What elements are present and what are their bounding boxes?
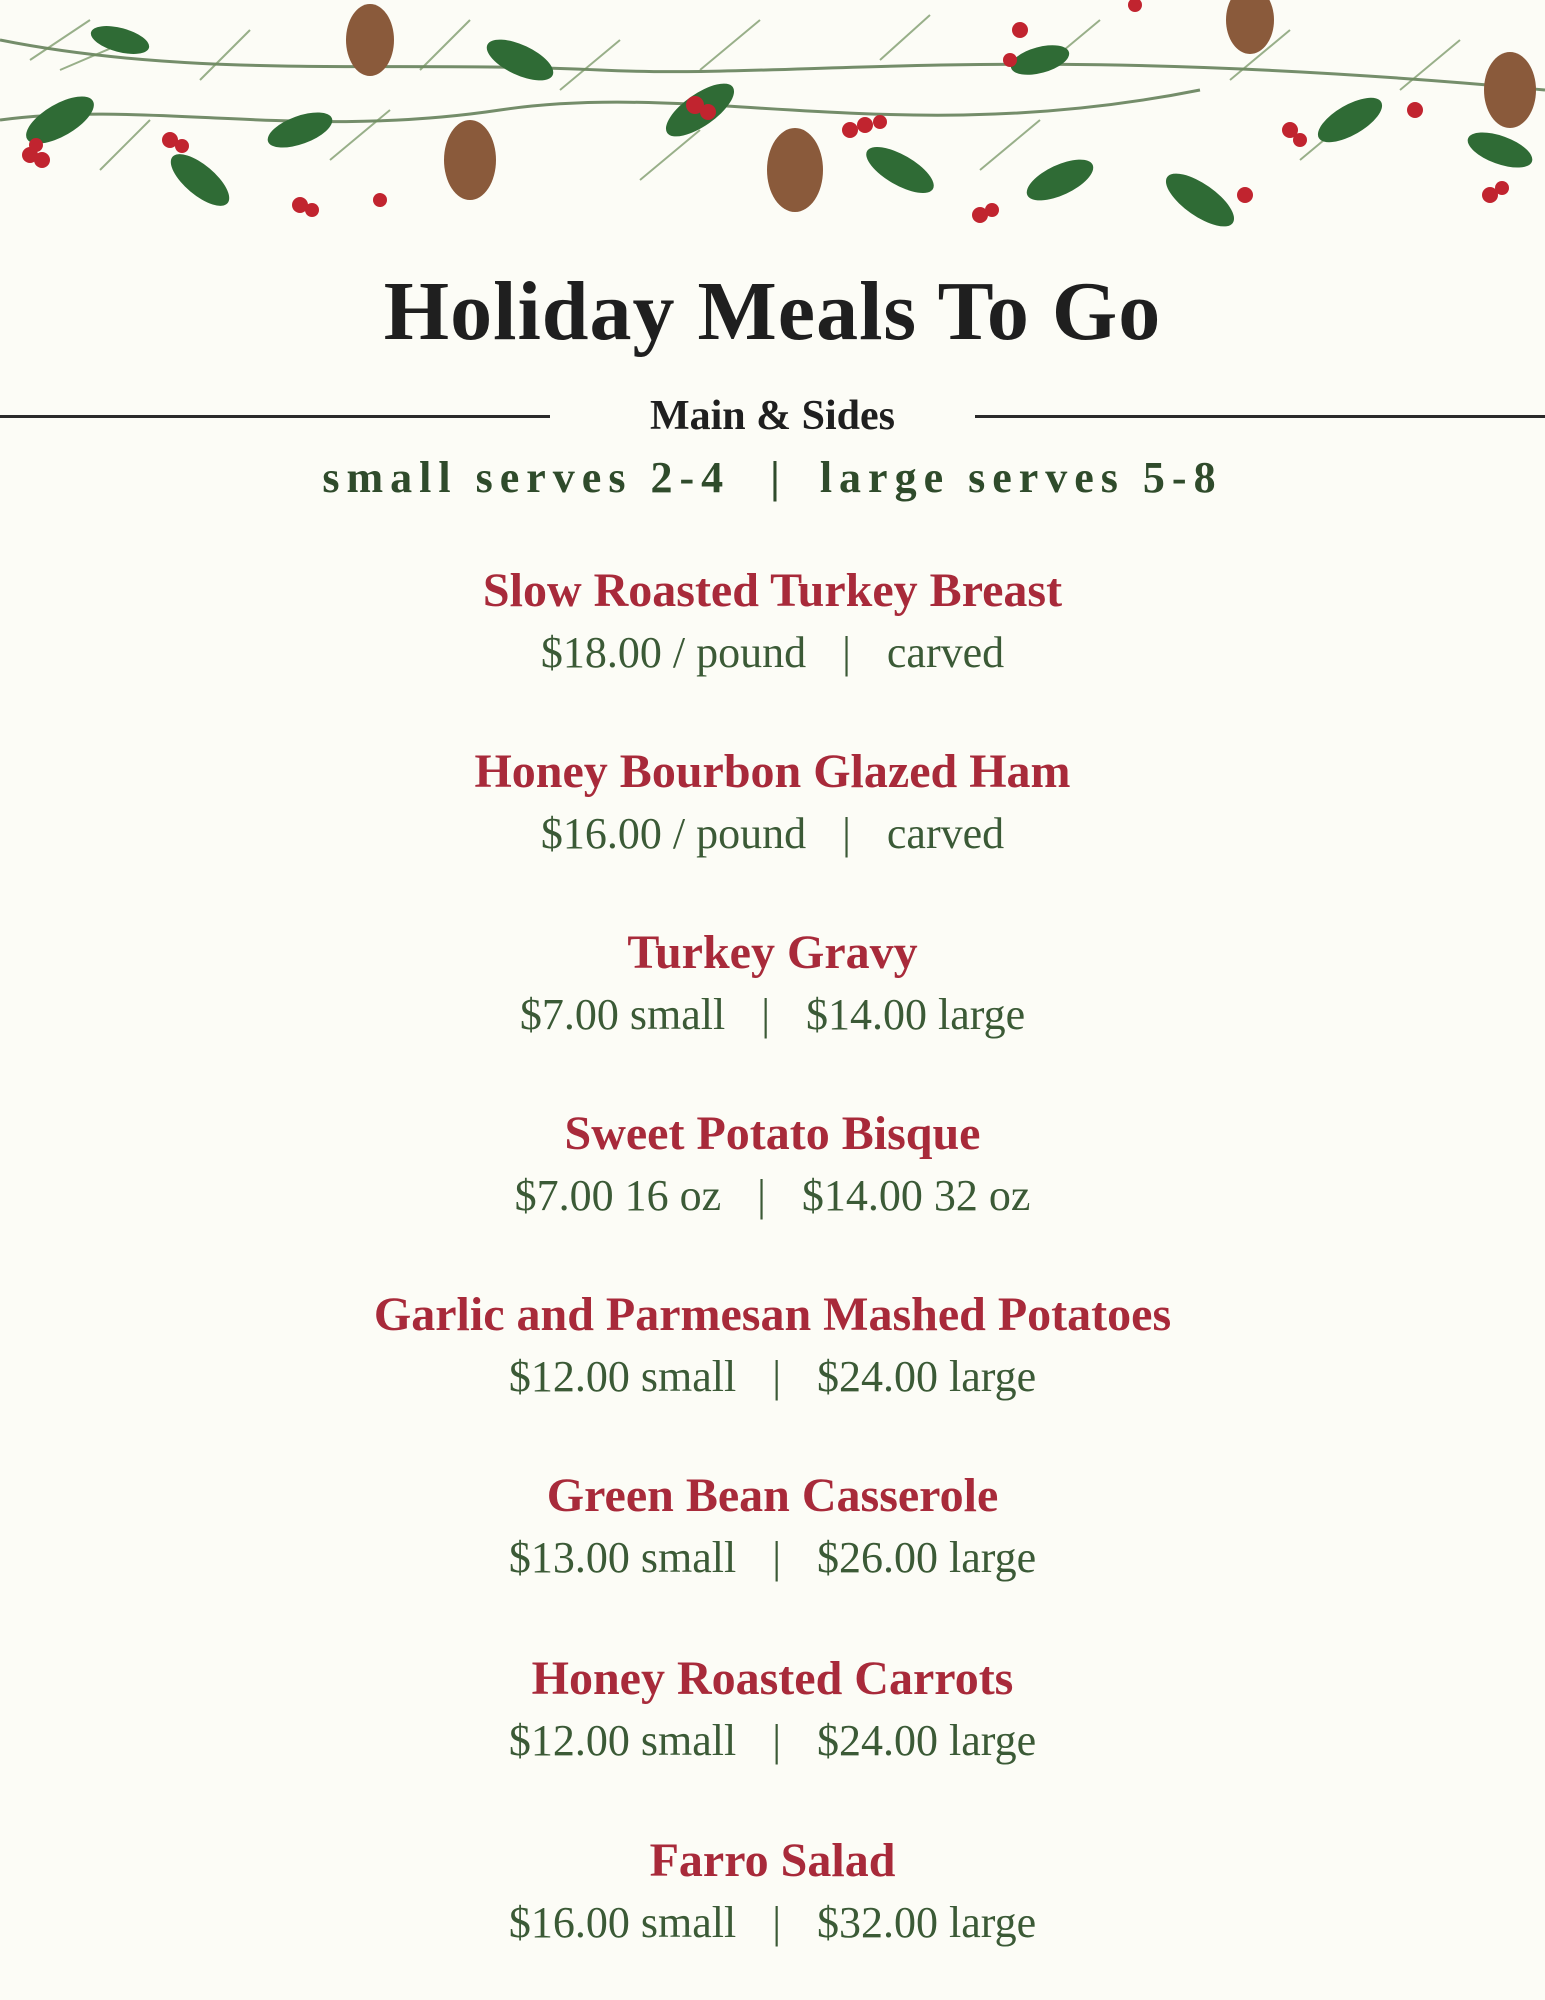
section-heading: Main & Sides [649,393,896,439]
menu-item [0,1648,1545,1772]
price-left: $13.00 small [508,1533,737,1582]
menu-item-price [0,1346,1545,1408]
price-divider: | [757,1171,766,1220]
price-divider: | [772,1533,781,1582]
serves-large: large serves 5-8 [819,453,1223,502]
menu-item [0,1465,1545,1589]
price-right: $24.00 large [817,1716,1037,1765]
price-right: $14.00 32 oz [801,1171,1031,1220]
price-left: $7.00 small [519,990,726,1039]
menu-item [0,1284,1545,1408]
menu-item-name: Farro Salad [649,1834,896,1887]
menu-item [0,1830,1545,1954]
menu-item-price [0,803,1545,865]
price-right: $24.00 large [817,1352,1037,1401]
menu-item-name: Green Bean Casserole [546,1469,999,1522]
menu-item-name: Garlic and Parmesan Mashed Potatoes [373,1288,1172,1341]
price-left: $18.00 / pound [540,628,807,677]
menu-item [0,741,1545,865]
price-divider: | [842,628,851,677]
page-title: Holiday Meals To Go [383,265,1162,358]
menu-item-price [0,622,1545,684]
holiday-garland-decoration [0,0,1545,290]
menu-item [0,560,1545,684]
price-left: $12.00 small [508,1352,737,1401]
price-left: $16.00 / pound [540,809,807,858]
price-left: $7.00 16 oz [514,1171,722,1220]
price-right: $32.00 large [817,1898,1037,1947]
menu-item-price [0,1892,1545,1954]
price-divider: | [772,1898,781,1947]
price-right: carved [886,628,1005,677]
price-divider: | [761,990,770,1039]
menu-item-price [0,1710,1545,1772]
price-divider: | [772,1716,781,1765]
menu-item-name: Honey Roasted Carrots [531,1652,1014,1705]
price-left: $12.00 small [508,1716,737,1765]
menu-item-price [0,984,1545,1046]
serves-divider: | [770,453,780,502]
menu-item-name: Sweet Potato Bisque [564,1107,981,1160]
menu-item [0,922,1545,1046]
holly-leaf-icon [19,21,1537,236]
price-right: carved [886,809,1005,858]
serves-small: small serves 2-4 [322,453,731,502]
price-left: $16.00 small [508,1898,737,1947]
menu-item-price [0,1527,1545,1589]
menu-item-price [0,1165,1545,1227]
menu-item-name: Slow Roasted Turkey Breast [482,564,1063,617]
serving-sizes [0,450,1545,506]
pine-branch-icon [0,40,1545,122]
menu-item-name: Turkey Gravy [627,926,918,979]
price-right: $26.00 large [817,1533,1037,1582]
price-divider: | [772,1352,781,1401]
menu-item-name: Honey Bourbon Glazed Ham [474,745,1071,798]
price-divider: | [842,809,851,858]
menu-item [0,1103,1545,1227]
divider-right [975,415,1545,418]
price-right: $14.00 large [806,990,1026,1039]
